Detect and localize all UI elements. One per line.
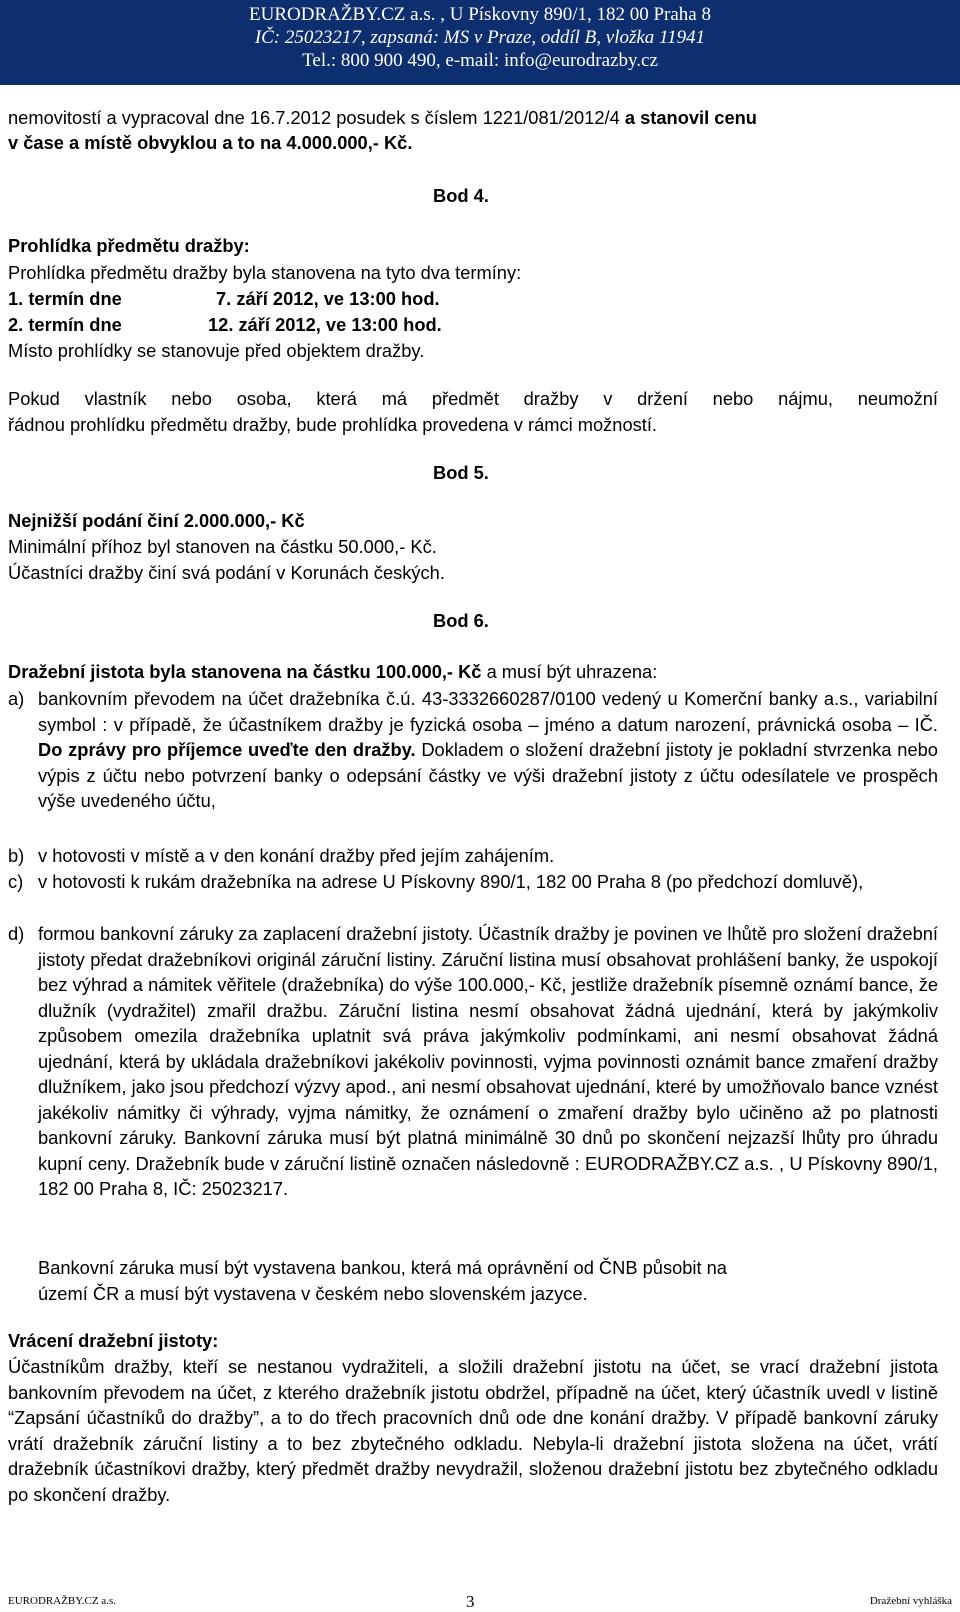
inspection-note-line-2: řádnou prohlídku předmětu dražby, bude prohlídka provedena v rámci možností. [8, 414, 658, 435]
guarantee-bank-line-2: území ČR a musí být vystavena v českém nebo slovenském jazyce. [38, 1283, 588, 1304]
letterhead-contact: Tel.: 800 900 490, e-mail: info@eurodrazby.cz [302, 50, 658, 71]
option-a-label: a) [8, 688, 25, 709]
option-a-instruction: Do zprávy pro příjemce uveďte den dražby. [38, 739, 416, 760]
inspection-place: Místo prohlídky se stanovuje před objektem dražby. [8, 340, 425, 361]
minimum-increment: Minimální příhoz byl stanoven na částku 50.000,- Kč. [8, 536, 437, 557]
payment-option-a [8, 686, 938, 814]
option-b-label: b) [8, 845, 25, 866]
lowest-bid: Nejnižší podání činí 2.000.000,- Kč [8, 510, 305, 531]
page-footer [0, 1591, 960, 1609]
option-d-text: formou bankovní záruky za zaplacení dražební jistoty. Účastník dražby je povinen ve lhůtě pro složení dražební jistoty předat dražebníkovi originál záruční listiny. Záruční listina musí obsahovat prohlášení banky, že uspokojí bez výhrad a námitek věřitele (dražebníka) do výše 100.000,- Kč, jestliže dražebník písemně oznámí bance, že dlužník (vydražitel) zmařil dražbu. Záruční listina nesmí obsahovat žádná ujednání, která by jakýmkoliv způsobem omezila dražebníka uplatnit svá práva jakýmkoliv podmínkami, ani nesmí obsahovat žádná ujednání, která by ukládala dražebníkovi jakékoliv povinnosti, vyjma povinnosti oznámit bance zmaření dražby dlužníkem, jako jsou předchozí výzvy apod., ani nesmí obsahovat ujednání, které by umožňovalo bance vznést jakékoliv námitky či výhrady, vyjma námitky, že oznámení o zmaření dražby bylo učiněno až po platnosti bankovní záruky. Bankovní záruka musí být platná minimálně 30 dnů po skončení nejzazší lhůty pro úhradu kupní ceny. Dražebník bude v záruční listině označen následovně : EURODRAŽBY.CZ a.s. , U Pískovny 890/1, 182 00 Praha 8, IČ: 25023217. [38, 923, 938, 1199]
payment-option-d [8, 921, 938, 1202]
option-d-label: d) [8, 923, 25, 944]
section-title-bod-5: Bod 5. [433, 462, 489, 483]
inspection-note-line-1: Pokud vlastník nebo osoba, která má předmět dražby v držení nebo nájmu, neumožní [8, 388, 938, 409]
refund-text: Účastníkům dražby, kteří se nestanou vydražiteli, a složili dražební jistotu na účet, se vrací dražební jistota bankovním převodem na účet, z kterého dražebník jistotu obdržel, případně na účet, který účastník uvedl v listině “Zapsání účastníků do dražby”, a to do třech pracovních dnů ode dne konání dražby. V případě bankovní záruky vrátí dražebník záruční listiny a to bez zbytečného odkladu. Nebyla-li dražební jistota složena na účet, vrátí dražebník účastníkovi dražby, který předmět dražby nevydražil, složenou dražební jistotu bez zbytečného odkladu po skončení dražby. [8, 1356, 938, 1505]
page-number: 3 [466, 1592, 475, 1611]
section-title-bod-6: Bod 6. [433, 610, 489, 631]
intro-line-2: v čase a místě obvyklou a to na 4.000.000,- Kč. [8, 132, 413, 153]
footer-company: EURODRAŽBY.CZ a.s. [8, 1595, 116, 1607]
option-c-label: c) [8, 871, 24, 892]
inspection-intro: Prohlídka předmětu dražby byla stanovena na tyto dva termíny: [8, 262, 522, 283]
payment-option-c [8, 869, 938, 895]
option-c-text: v hotovosti k rukám dražebníka na adrese U Pískovny 890/1, 182 00 Praha 8 (po předchozí domluvě), [38, 871, 864, 892]
letterhead [0, 0, 960, 85]
guarantee-bank-line-1: Bankovní záruka musí být vystavena bankou, která má oprávnění od ČNB působit na [38, 1257, 727, 1278]
option-b-text: v hotovosti v místě a v den konání dražby před jejím zahájením. [38, 845, 555, 866]
intro-line-1: nemovitostí a vypracoval dne 16.7.2012 posudek s číslem 1221/081/2012/4 a stanovil cenu [8, 107, 757, 128]
payment-option-b [8, 843, 938, 869]
inspection-term-1: 1. termín dne 7. září 2012, ve 13:00 hod. [8, 288, 440, 309]
option-a-text: bankovním převodem na účet dražebníka č.ú. 43-3332660287/0100 vedený u Komerční banky a.s., variabilní symbol : v případě, že účastníkem dražby je fyzická osoba – jméno a datum narození, právnická osoba – IČ. [38, 688, 938, 735]
letterhead-company: EURODRAŽBY.CZ a.s. , U Pískovny 890/1, 182 00 Praha 8 [249, 4, 711, 25]
deposit-amount: Dražební jistota byla stanovena na částku 100.000,- Kč a musí být uhrazena: [8, 661, 658, 682]
bid-currency: Účastníci dražby činí svá podání v Korunách českých. [8, 562, 445, 583]
inspection-term-2: 2. termín dne 12. září 2012, ve 13:00 hod. [8, 314, 442, 335]
option-a-proof: Dokladem o složení dražební jistoty je pokladní stvrzenka nebo výpis z účtu nebo potvrzení banky o odepsání částky ve výši dražební jistoty z účtu odesílatele ve prospěch výše uvedeného účtu, [38, 739, 938, 811]
section-title-bod-4: Bod 4. [433, 185, 489, 206]
refund-heading: Vrácení dražební jistoty: [8, 1330, 219, 1351]
inspection-heading: Prohlídka předmětu dražby: [8, 235, 250, 256]
letterhead-registration: IČ: 25023217, zapsaná: MS v Praze, oddíl B, vložka 11941 [254, 27, 706, 48]
footer-document-title: Dražební vyhláška [869, 1595, 952, 1607]
